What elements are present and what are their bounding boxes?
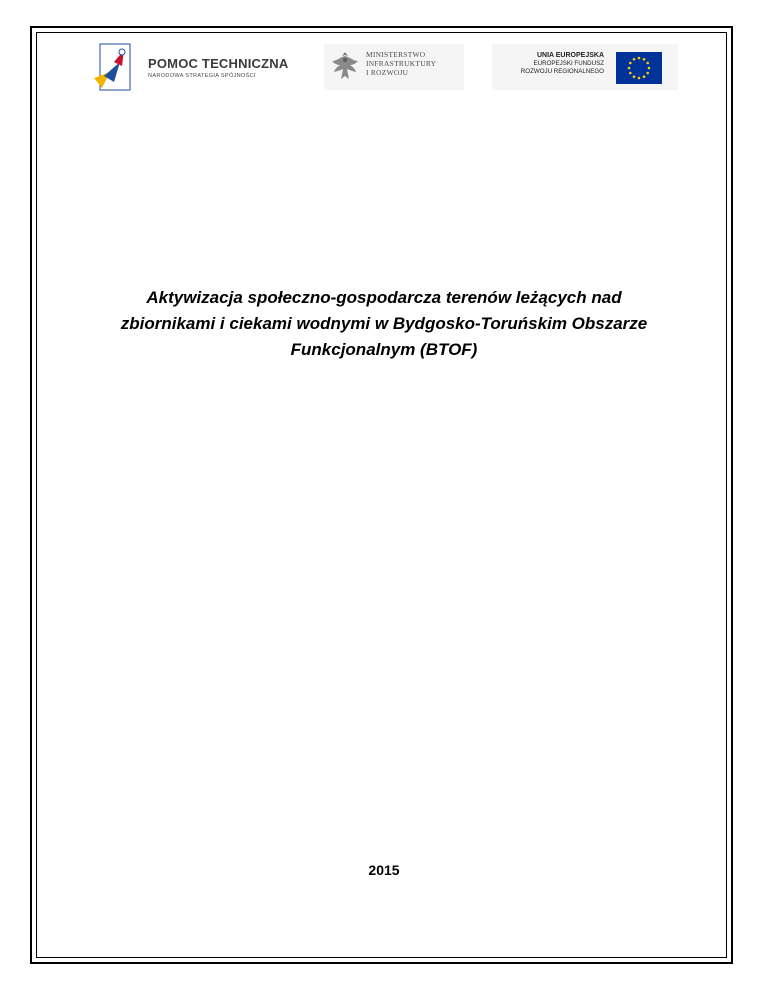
document-title-line-2: zbiornikami i ciekami wodnymi w Bydgosko-Toruńskim Obszarze (120, 314, 648, 333)
unia-europejska-name (500, 52, 604, 76)
pomoc-techniczna-subtitle: NARODOWA STRATEGIA SPÓJNOŚCI (148, 73, 256, 79)
unia-line2: EUROPEJSKI FUNDUSZ (533, 60, 604, 67)
polish-eagle-emblem-icon (328, 49, 362, 85)
pomoc-techniczna-title: POMOC TECHNICZNA (148, 56, 289, 71)
unia-line1: UNIA EUROPEJSKA (536, 52, 604, 59)
ministerstwo-line1: MINISTERSTWO (366, 50, 426, 59)
unia-europejska-logo (492, 44, 678, 90)
ministerstwo-line2: INFRASTRUKTURY (366, 59, 437, 68)
pomoc-techniczna-logo (92, 42, 288, 92)
pomoc-techniczna-icon (92, 42, 144, 92)
logo-strip (88, 40, 678, 94)
document-title-line-1: Aktywizacja społeczno-gospodarcza terenów leżących nad (146, 288, 622, 307)
document-title-line-3: Funkcjonalnym (BTOF) (290, 340, 478, 359)
ministerstwo-logo (324, 44, 464, 90)
unia-line3: ROZWOJU REGIONALNEGO (520, 68, 604, 75)
eu-flag-icon (616, 52, 662, 84)
ministerstwo-line3: I ROZWOJU (366, 68, 409, 77)
document-title (80, 285, 688, 363)
page-border-inner (36, 32, 727, 958)
ministerstwo-name (366, 50, 436, 77)
document-year: 2015 (368, 862, 400, 878)
